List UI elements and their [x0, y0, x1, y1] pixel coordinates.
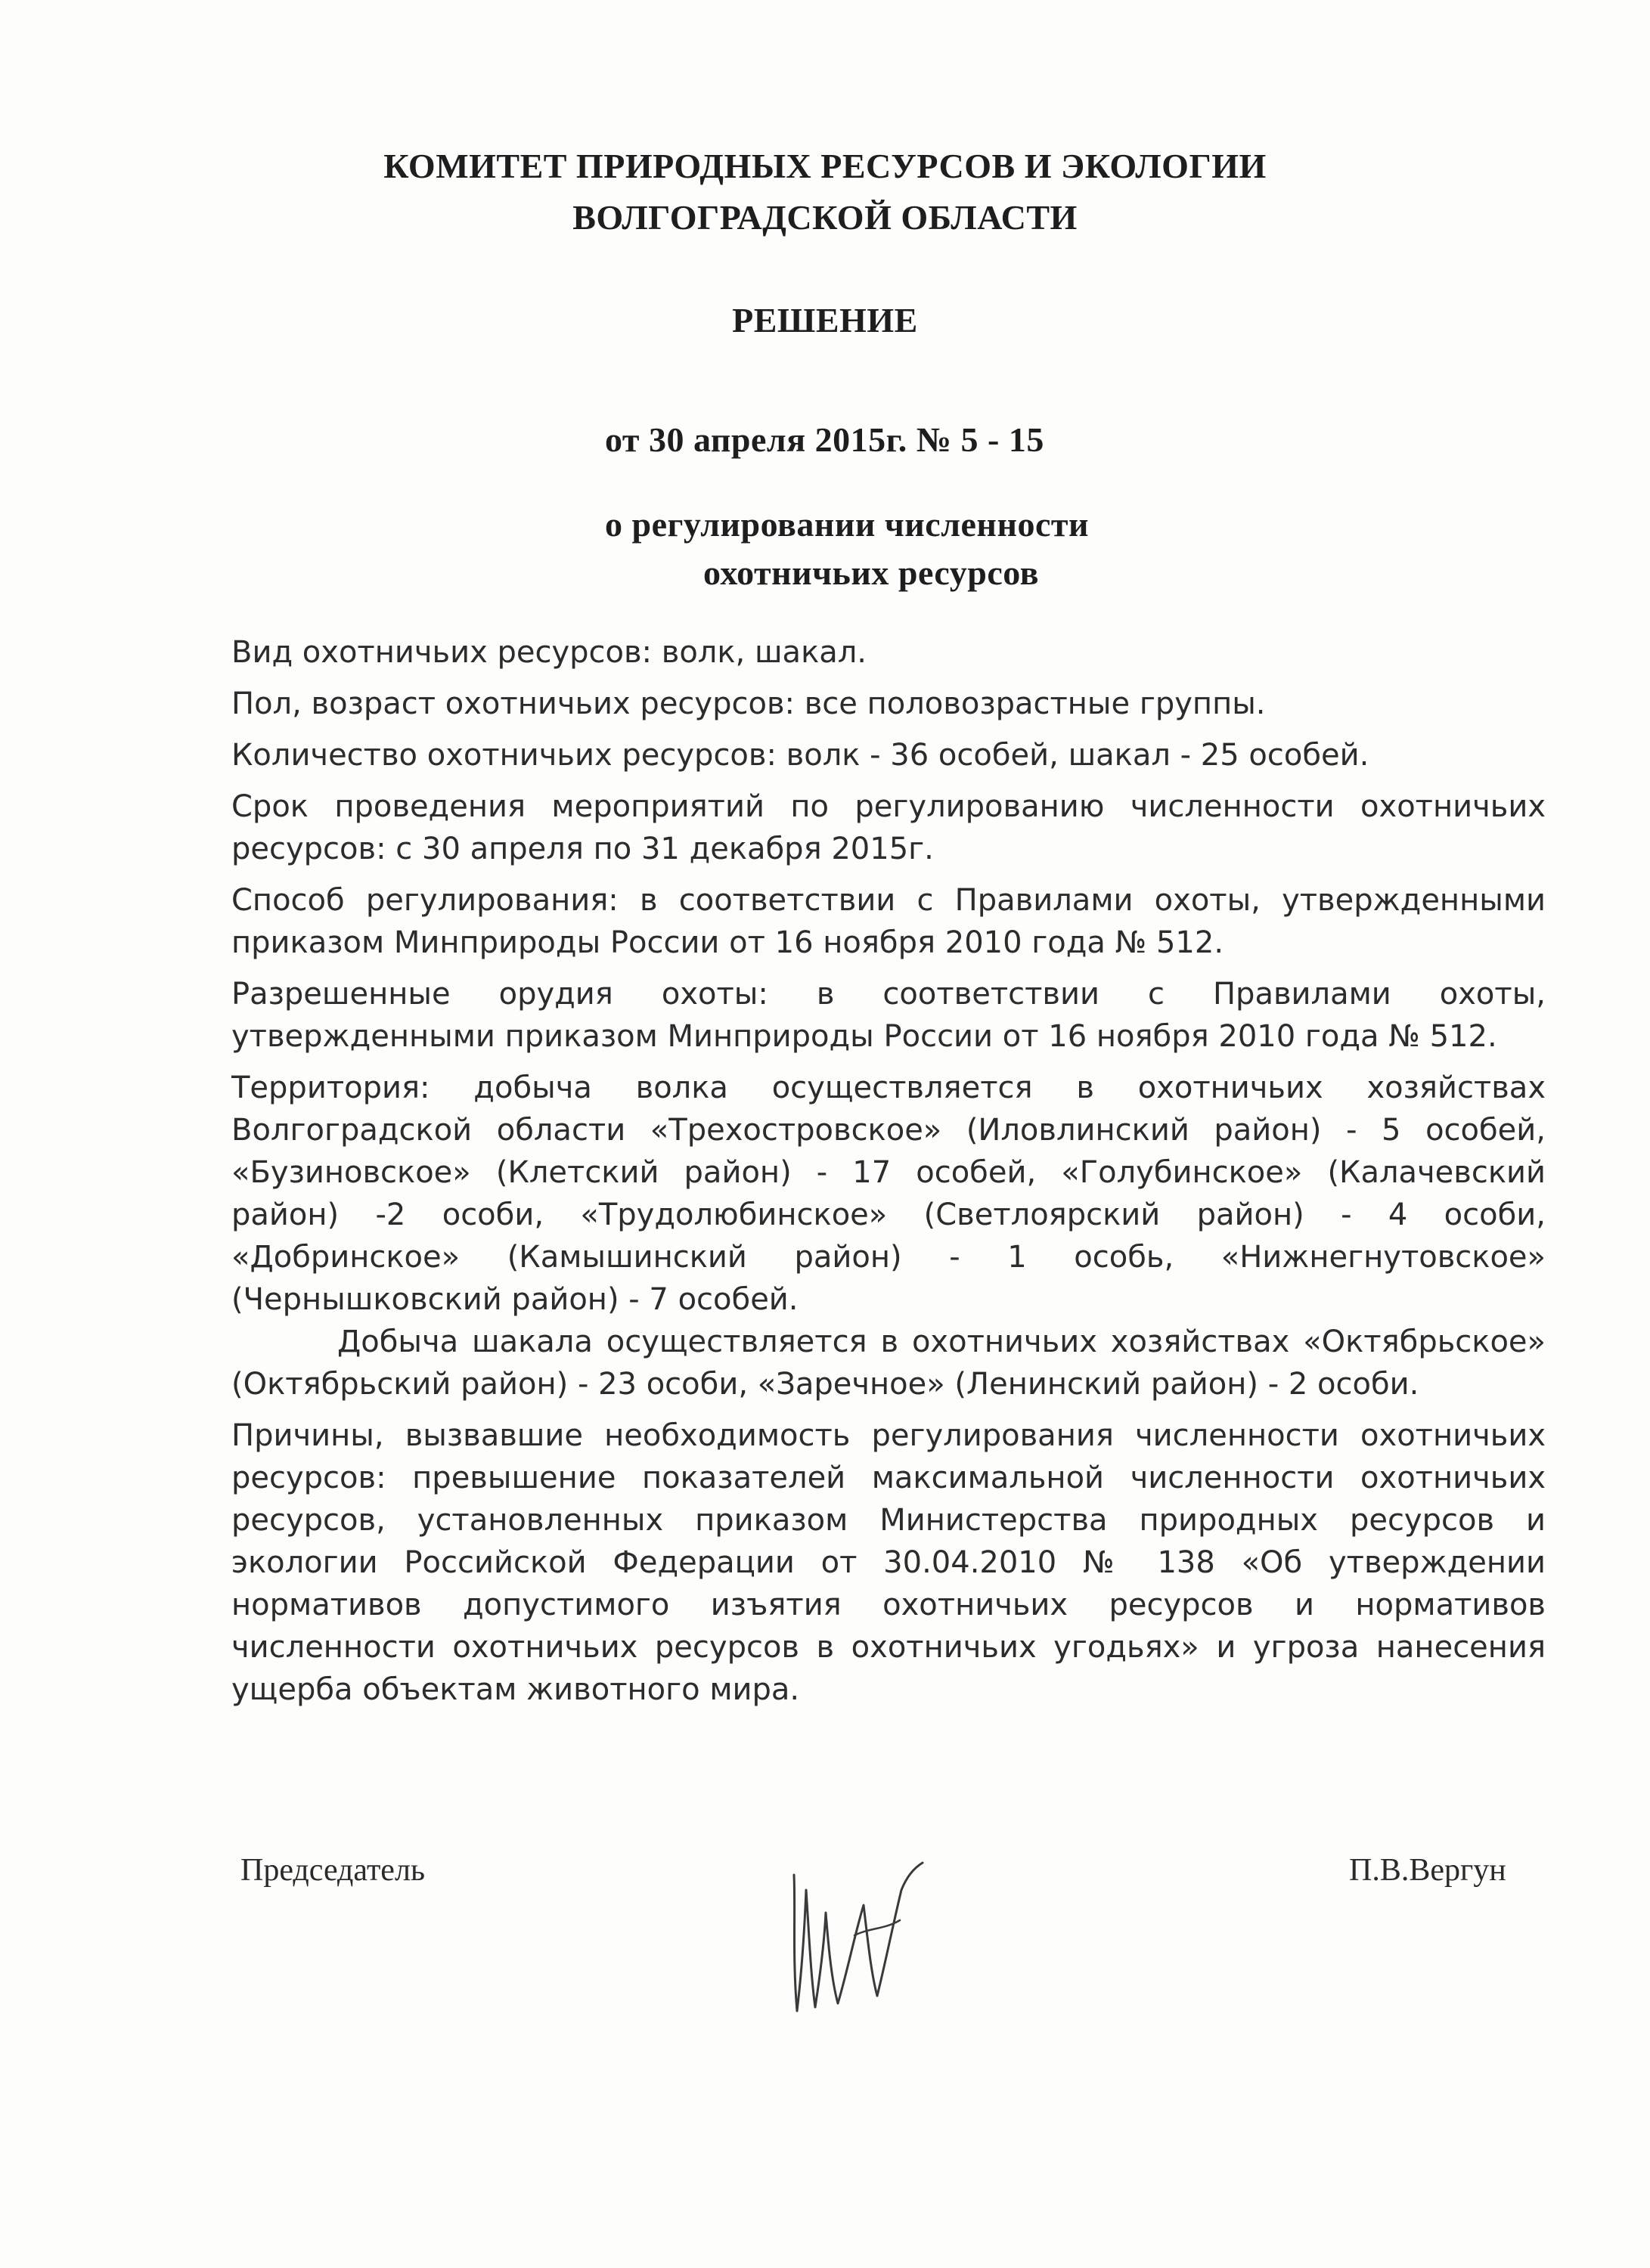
organization-name-line1: КОМИТЕТ ПРИРОДНЫХ РЕСУРСОВ И ЭКОЛОГИИ	[383, 147, 1267, 185]
signatory-position: Председатель	[240, 1853, 426, 1888]
document-subject-line1: о регулировании численности	[605, 505, 1089, 544]
paragraph-method: Способ регулирования: в соответствии с Правилами охоты, утвержденными приказом Минприроды России от 16 ноября 2010 года № 512.	[231, 883, 1546, 960]
document-date-number: от 30 апреля 2015г. № 5 - 15	[605, 420, 1044, 459]
organization-name-line2: ВОЛГОГРАДСКОЙ ОБЛАСТИ	[572, 198, 1078, 237]
paragraph-period: Срок проведения мероприятий по регулированию численности охотничьих ресурсов: с 30 апреля по 31 декабря 2015г.	[231, 789, 1546, 866]
document-subject-line2: охотничьих ресурсов	[703, 553, 1039, 592]
paragraph-territory: Территория: добыча волка осуществляется в охотничьих хозяйствах Волгоградской области «Трехостровское» (Иловлинский район) - 5 особей, «Бузиновское» (Клетский район) - 17 особей, «Голубинское» (Калачевский район) -2 особи, «Трудолюбинское» (Светлоярский район) - 4 особи, «Добринское» (Камышинский район) - 1 особь, «Нижнегнутовское» (Чернышковский район) - 7 особей.	[231, 1070, 1546, 1317]
handwritten-signature	[779, 1845, 930, 2026]
paragraph-sex-age: Пол, возраст охотничьих ресурсов: все половозрастные группы.	[231, 686, 1266, 721]
paragraph-resource-type: Вид охотничьих ресурсов: волк, шакал.	[231, 635, 867, 670]
signatory-name: П.В.Вергун	[1349, 1853, 1506, 1888]
paragraph-jackal: Добыча шакала осуществляется в охотничьих хозяйствах «Октябрьское» (Октябрьский район) - 23 особи, «Заречное» (Ленинский район) - 2 особи.	[231, 1325, 1546, 1402]
paragraph-reasons: Причины, вызвавшие необходимость регулирования численности охотничьих ресурсов: превышение показателей максимальной численности охотничьих ресурсов, установленных приказом Министерства природных ресурсов и экологии Российской Федерации от 30.04.2010 № 138 «Об утверждении нормативов допустимого изъятия охотничьих ресурсов и нормативов численности охотничьих ресурсов в охотничьих угодьях» и угроза нанесения ущерба объектам животного мира.	[231, 1418, 1546, 1707]
paragraph-quantity: Количество охотничьих ресурсов: волк - 36 особей, шакал - 25 особей.	[231, 738, 1369, 773]
document-body	[231, 631, 1546, 1711]
document-title: РЕШЕНИЕ	[732, 301, 918, 339]
paragraph-tools: Разрешенные орудия охоты: в соответствии с Правилами охоты, утвержденными приказом Минприроды России от 16 ноября 2010 года № 512.	[231, 977, 1546, 1054]
